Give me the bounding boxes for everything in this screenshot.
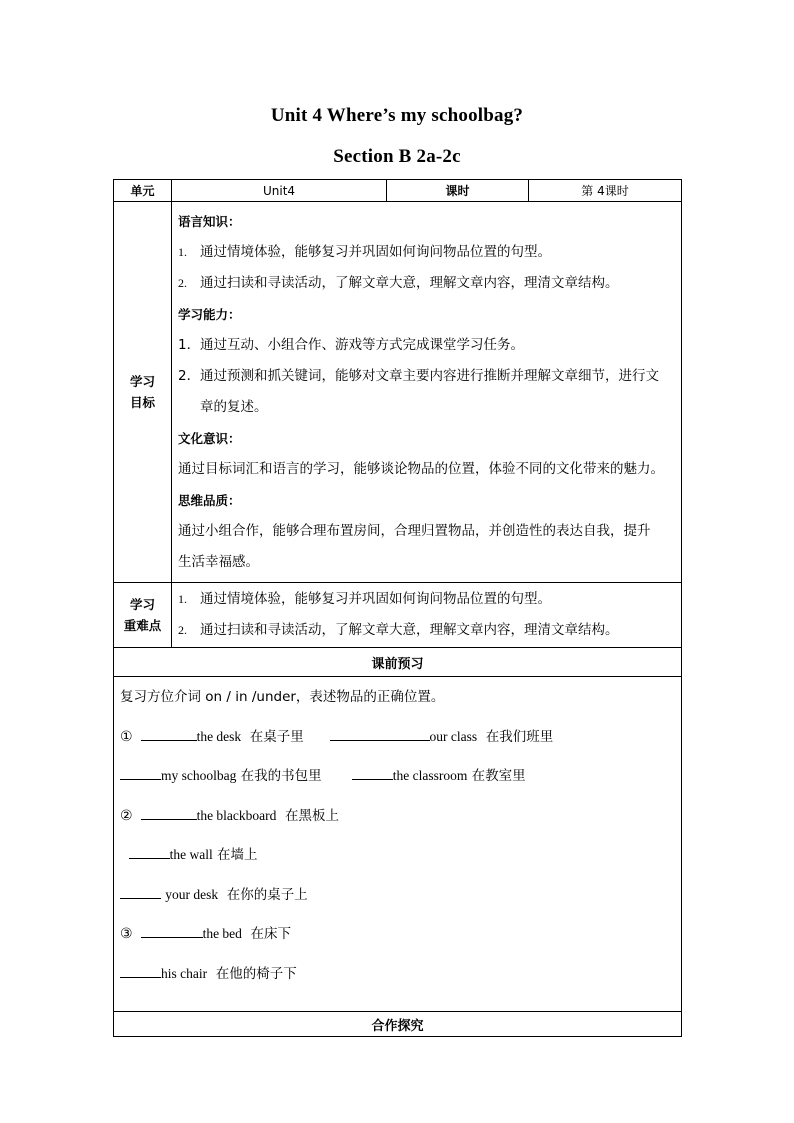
objective-item-continued: 章的复述。 xyxy=(200,399,268,415)
preview-heading-row xyxy=(114,648,682,677)
header-row xyxy=(114,180,682,202)
answer-blank[interactable] xyxy=(352,767,393,780)
objective-item: 1．通过互动、小组合作、游戏等方式完成课堂学习任务。 xyxy=(178,337,524,353)
exercise-line: his chair 在他的椅子下 xyxy=(120,964,675,1004)
document-subtitle: Section B 2a-2c xyxy=(333,146,461,167)
objective-item: 2. 通过扫读和寻读活动，了解文章大意，理解文章内容，理清文章结构。 xyxy=(178,275,619,291)
unit-label: 单元 xyxy=(114,180,172,202)
exercise-line: your desk 在你的桌子上 xyxy=(120,885,675,925)
answer-blank[interactable] xyxy=(141,728,197,741)
preview-content xyxy=(114,677,682,1012)
key-point-item: 2. 通过扫读和寻读活动，了解文章大意，理解文章内容，理清文章结构。 xyxy=(178,622,619,638)
answer-blank[interactable] xyxy=(330,728,430,741)
key-points-content xyxy=(172,583,682,648)
thinking-quality-text: 通过小组合作，能够合理布置房间，合理归置物品，并创造性的表达自我，提升 xyxy=(178,523,651,539)
cooperation-heading-row xyxy=(114,1012,682,1037)
objectives-label xyxy=(114,202,172,583)
answer-blank[interactable] xyxy=(141,807,197,820)
objective-item: 1. 通过情境体验，能够复习并巩固如何询问物品位置的句型。 xyxy=(178,244,551,260)
exercise-line: the wall 在墙上 xyxy=(120,845,675,885)
preview-heading: 课前预习 xyxy=(114,648,682,677)
language-knowledge-heading: 语言知识： xyxy=(178,214,241,229)
answer-blank[interactable] xyxy=(120,965,161,978)
exercise-line: ① the desk 在桌子里 our class 在我们班里 xyxy=(120,728,554,745)
preview-content-row xyxy=(114,677,682,1012)
learning-ability-heading: 学习能力： xyxy=(178,307,241,322)
exercise-line: ② the blackboard 在黑板上 xyxy=(120,807,339,824)
key-points-label xyxy=(114,583,172,648)
key-point-item: 1. 通过情境体验，能够复习并巩固如何询问物品位置的句型。 xyxy=(178,591,551,607)
objectives-label-line1: 学习 xyxy=(129,374,155,389)
answer-blank[interactable] xyxy=(141,925,203,938)
objectives-label-line2: 目标 xyxy=(129,395,155,410)
period-label: 课时 xyxy=(387,180,529,202)
cultural-awareness-heading: 文化意识： xyxy=(178,431,241,446)
thinking-quality-text-continued: 生活幸福感。 xyxy=(178,554,259,570)
key-points-row xyxy=(114,583,682,648)
answer-blank[interactable] xyxy=(129,846,170,859)
cooperation-heading: 合作探究 xyxy=(114,1012,682,1037)
document-title: Unit 4 Where’s my schoolbag? xyxy=(270,105,524,126)
thinking-quality-heading: 思维品质： xyxy=(178,493,241,508)
preview-instruction: 复习方位介词 on / in /under，表述物品的正确位置。 xyxy=(120,689,445,705)
key-points-label-line2: 重难点 xyxy=(123,618,162,633)
answer-blank[interactable] xyxy=(120,886,161,899)
period-value: 第 4课时 xyxy=(529,180,682,202)
unit-value: Unit4 xyxy=(172,180,387,202)
exercise-line: my schoolbag 在我的书包里 the classroom 在教室里 xyxy=(120,766,675,806)
objective-item: 2．通过预测和抓关键词，能够对文章主要内容进行推断并理解文章细节，进行文 xyxy=(178,368,659,384)
cultural-awareness-text: 通过目标词汇和语言的学习，能够谈论物品的位置，体验不同的文化带来的魅力。 xyxy=(178,461,664,477)
lesson-plan-table xyxy=(113,179,682,1037)
objectives-row xyxy=(114,202,682,583)
answer-blank[interactable] xyxy=(120,767,161,780)
exercise-line: ③ the bed 在床下 xyxy=(120,926,292,942)
objectives-content xyxy=(172,202,682,583)
key-points-label-line1: 学习 xyxy=(129,597,155,612)
